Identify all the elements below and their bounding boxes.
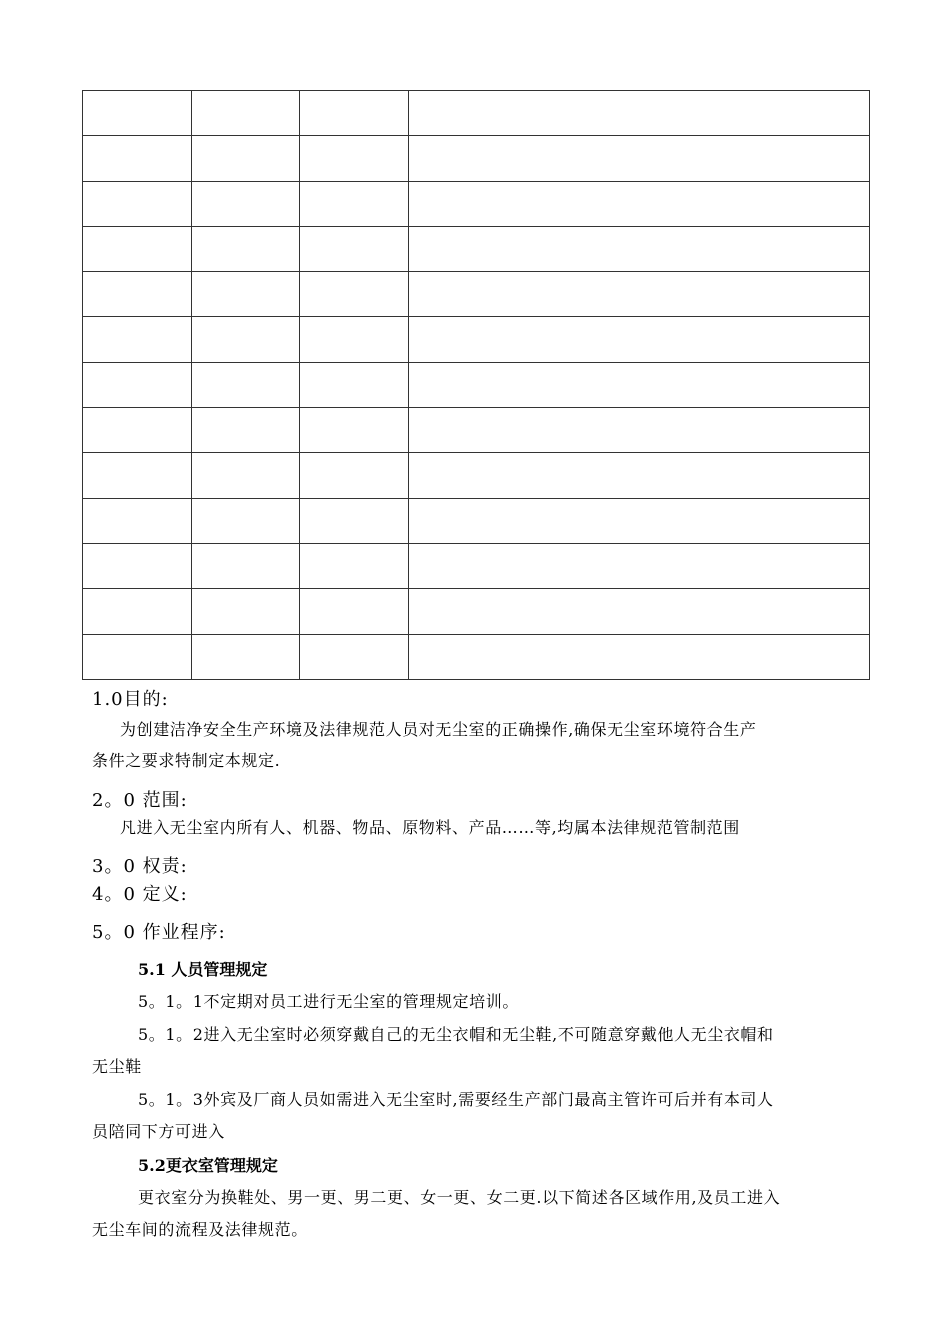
table-cell [408,589,870,634]
table-row [83,589,870,634]
table-cell [191,226,300,271]
purpose-heading: 1.0目的: [92,689,169,710]
table-cell [83,543,192,588]
table-row [83,362,870,407]
table-cell [300,634,409,679]
table-cell [191,634,300,679]
scope-body: 凡进入无尘室内所有人、机器、物品、原物料、产品……等,均属本法律规范管制范围 [120,818,740,837]
table-cell [83,498,192,543]
table-cell [83,272,192,317]
table-cell [408,453,870,498]
table-cell [408,362,870,407]
table-cell [191,498,300,543]
table-row [83,634,870,679]
locker-body-line2: 无尘车间的流程及法律规范。 [92,1220,308,1239]
table-cell [408,317,870,362]
purpose-body-line2: 条件之要求特制定本规定. [92,751,281,770]
scope-heading: 2。0 范围: [92,790,188,811]
table-cell [83,362,192,407]
table-cell [300,453,409,498]
table-cell [408,543,870,588]
table-cell [83,136,192,181]
table-cell [300,362,409,407]
table-cell [300,498,409,543]
table-cell [300,136,409,181]
personnel-heading: 5.1 人员管理规定 [138,960,268,979]
table-row [83,408,870,453]
locker-heading: 5.2更衣室管理规定 [138,1156,278,1175]
table-cell [191,91,300,136]
table-cell [300,226,409,271]
table-cell [83,181,192,226]
definition-heading: 4。0 定义: [92,884,188,905]
table-cell [300,91,409,136]
item-513-line2: 员陪同下方可进入 [92,1122,225,1141]
table-cell [408,91,870,136]
table-cell [408,498,870,543]
table-cell [300,272,409,317]
table-cell [408,272,870,317]
table-row [83,498,870,543]
table-cell [408,408,870,453]
responsibility-heading: 3。0 权责: [92,856,188,877]
table-cell [408,136,870,181]
table-cell [191,272,300,317]
item-512-line2: 无尘鞋 [92,1057,142,1076]
table-cell [191,181,300,226]
table-cell [83,453,192,498]
locker-body-line1: 更衣室分为换鞋处、男一更、男二更、女一更、女二更.以下简述各区域作用,及员工进入 [138,1188,781,1207]
table-cell [300,181,409,226]
table-row [83,453,870,498]
table-cell [83,226,192,271]
table-row [83,181,870,226]
table-cell [408,634,870,679]
table-row [83,272,870,317]
table-cell [408,226,870,271]
table-cell [83,589,192,634]
table-cell [191,317,300,362]
table-cell [300,543,409,588]
procedure-heading: 5。0 作业程序: [92,922,226,943]
table-cell [300,408,409,453]
table-cell [191,543,300,588]
table-cell [300,589,409,634]
table-cell [83,408,192,453]
table-cell [408,181,870,226]
table-cell [191,136,300,181]
table-row [83,543,870,588]
purpose-body-line1: 为创建洁净安全生产环境及法律规范人员对无尘室的正确操作,确保无尘室环境符合生产 [120,720,757,739]
table-cell [83,91,192,136]
item-512-line1: 5。1。2进入无尘室时必须穿戴自己的无尘衣帽和无尘鞋,不可随意穿戴他人无尘衣帽和 [138,1025,774,1044]
table-cell [83,634,192,679]
revision-table [82,90,870,680]
table-row [83,317,870,362]
table-cell [300,317,409,362]
table-cell [83,317,192,362]
table-cell [191,408,300,453]
table-row [83,91,870,136]
table-cell [191,362,300,407]
item-511: 5。1。1不定期对员工进行无尘室的管理规定培训。 [138,992,519,1011]
table-cell [191,453,300,498]
table-cell [191,589,300,634]
table-row [83,226,870,271]
table-row [83,136,870,181]
item-513-line1: 5。1。3外宾及厂商人员如需进入无尘室时,需要经生产部门最高主管许可后并有本司人 [138,1090,774,1109]
